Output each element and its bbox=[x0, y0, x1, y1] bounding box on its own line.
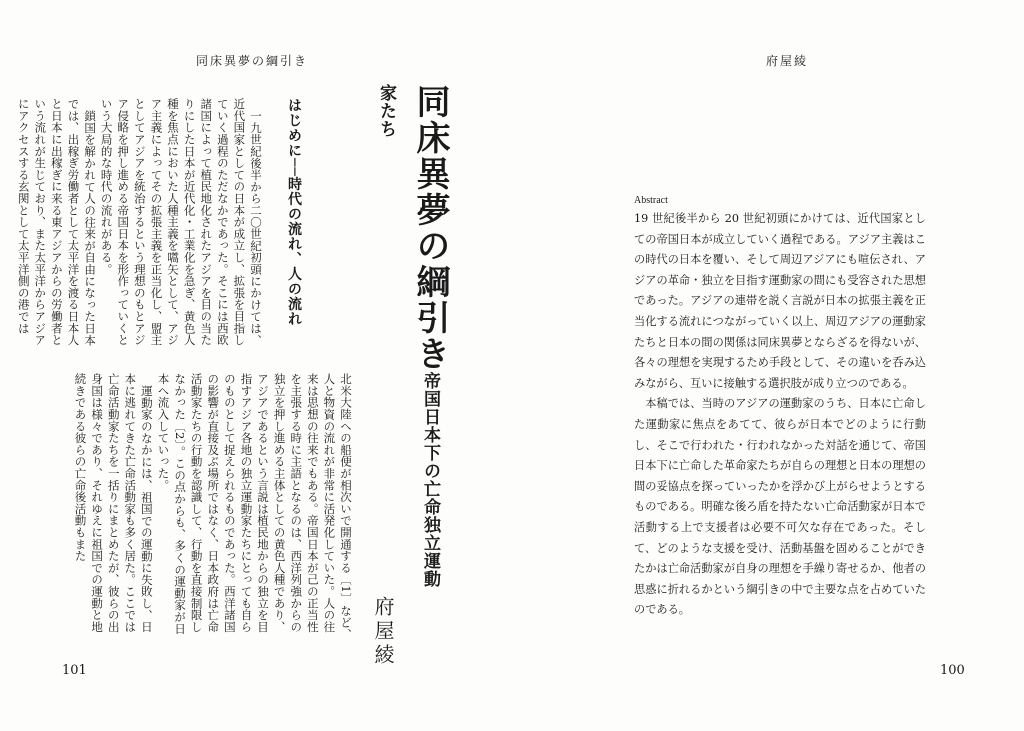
page-number-right: 100 bbox=[940, 663, 965, 678]
abstract-paragraph: 本稿では、当時のアジアの運動家のうち、日本に亡命した運動家に焦点をあてて、彼らが日本でどのように行動し、そこで行われた・行われなかった対話を通じて、帝国日本下に亡命した革命家たちが自らの理想と日本の理想の間の妥協点を探っていったかを浮かび上がらせようとするものである。明確な後ろ盾を持たない亡命活動家が日本で活動する上で支援者は必要不可欠な存在であった。そして、どのような支援を受け、活動基盤を固めることができたかは亡命活動家が自身の理想を手繰り寄せるか、他者の思惑に折れるかという綱引きの中で主要な点を占めていたのである。 bbox=[634, 397, 926, 617]
body-paragraph: 鎖国を解かれて人の往来が自由になった日本では、出稼ぎ労働者として太平洋を渡る日本人と日本に出稼ぎに来る東アジアからの労働者という流れが生じており、また太平洋からアジアにアクセスする玄関として太平洋側の港では bbox=[16, 98, 98, 346]
page-number-left: 101 bbox=[62, 663, 87, 678]
body-paragraph: 運動家のなかには、祖国での運動に失敗し、日本に逃れてきた亡命活動家も多く居た。ここでは亡命活動家たちを一括りにまとめたが、彼らの出身国は様々であり、それゆえに祖国での運動と地続きである彼らの亡命後活動もまた bbox=[73, 373, 154, 633]
article-title bbox=[376, 84, 452, 594]
body-text-top bbox=[16, 98, 264, 350]
running-head-left: 同床異夢の綱引き bbox=[196, 54, 309, 68]
section-heading: はじめに──時代の流れ、人の流れ bbox=[286, 98, 302, 327]
abstract-body bbox=[634, 209, 926, 621]
body-paragraph: 北米大陸への船便が相次いで開通する〔1〕など、人と物資の流れが非常に活発化していた。人の往来は思想の往来でもある。帝国日本が己の正当性を主張する時に主語となるのは、西洋列強からの独立を押し進める主体としての黄色人種であり、アジアであるという言説は植民地からの独立を目指すアジア各地の独立運動家たちにとっても自らのものとして捉えられるものであった。西洋諸国の影響が直接及ぶ場所ではなく、日本政府は亡命活動家たちの行動を認識して、行動を直接制限しなかった〔2〕。この点からも、多くの運動家が日本へ流入していった。 bbox=[156, 373, 353, 641]
right-page bbox=[520, 0, 1024, 731]
title-main: 同床異夢の綱引き bbox=[410, 84, 450, 372]
author-name: 府屋綾 bbox=[371, 596, 395, 668]
title-subtitle: 帝国日本下の亡命独立運動家たち bbox=[376, 84, 440, 588]
body-paragraph: 一九世紀後半から二〇世紀初頭にかけては、近代国家としての日本が成立し、拡張を目指していく過程のただなかであった。そこには西欧諸国によって植民地化されたアジアを目の当たりにした日本が近代化・工業化を急ぎ、黄色人種を焦点においた人種主義を嚆矢として、アジア主義によってその拡張主義を正当化し、盟主としてアジアを統治するという理想のもとアジア侵略を押し進める帝国日本を形作っていくという大局的な時代の流れがある。 bbox=[99, 98, 263, 346]
abstract-label: Abstract bbox=[634, 195, 668, 206]
running-head-right: 府屋綾 bbox=[766, 54, 809, 68]
abstract-paragraph: 19 世紀後半から 20 世紀初頭にかけては、近代国家としての帝国日本が成立していく過程である。アジア主義はこの時代の日本を覆い、そして周辺アジアにも喧伝され、アジアの革命・独立を目指す運動家の間にも受容された思想であった。アジアの連帯を説く言説が日本の拡張主義を正当化する流れにつながっていく以上、周辺アジアの運動家たちと日本の間の関係は同床異夢とならざるを得ないが、各々の理想を実現するため手段として、その違いを呑み込みながら、互いに接触する選択肢が成り立つのである。 bbox=[634, 212, 926, 390]
body-text-bottom bbox=[62, 373, 354, 643]
